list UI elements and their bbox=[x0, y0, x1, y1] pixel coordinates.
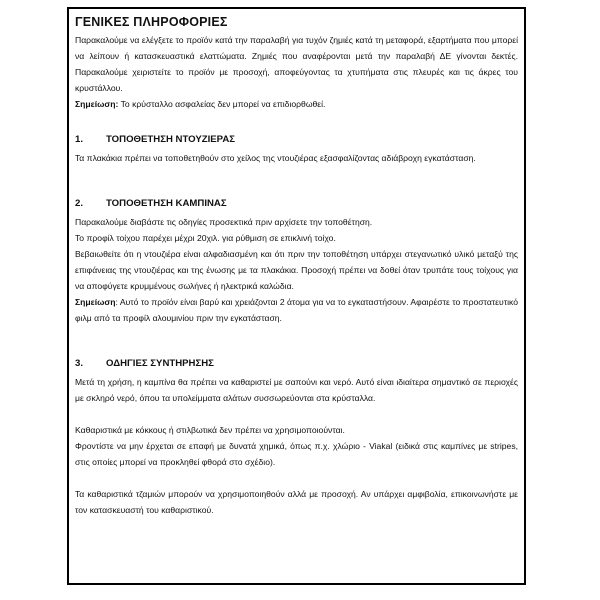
section-1-heading bbox=[75, 132, 518, 148]
section-2-line-1: Παρακαλούμε διαβάστε τις οδηγίες προσεκτικά πριν αρχίσετε την τοποθέτηση. bbox=[75, 217, 373, 227]
section-3-paragraph-3: Φροντίστε να μην έρχεται σε επαφή με δυνατά χημικά, όπως π.χ. χλώριο - Viakal (ειδικά στις καμπίνες με stripes, στις οποίες μπορεί να προκληθεί φθορά στο σχέδιο). bbox=[75, 441, 518, 467]
section-1-paragraph: Τα πλακάκια πρέπει να τοποθετηθούν στο χείλος της ντουζιέρας εξασφαλίζοντας αδιάβροχη εγκατάσταση. bbox=[75, 153, 476, 163]
section-3-heading bbox=[75, 356, 518, 372]
section-1-number: 1. bbox=[75, 134, 84, 145]
note-text: : Αυτό το προϊόν είναι βαρύ και χρειάζονται 2 άτομα για να το εγκαταστήσουν. Αφαιρέστε το προστατευτικό φιλμ από τα προφίλ αλουμινίου πριν την εγκατάσταση. bbox=[75, 297, 518, 323]
section-2-heading bbox=[75, 196, 518, 212]
section-3-line-2: Καθαριστικά με κόκκους ή στιλβωτικά δεν πρέπει να χρησιμοποιούνται. bbox=[75, 425, 345, 435]
section-3-number: 3. bbox=[75, 358, 84, 369]
note-label: Σημείωση: bbox=[75, 99, 119, 109]
note-text: Το κρύσταλλο ασφαλείας δεν μπορεί να επιδιορθωθεί. bbox=[118, 99, 326, 109]
section-2-title: ΤΟΠΟΘΕΤΗΣΗ ΚΑΜΠΙΝΑΣ bbox=[106, 198, 227, 209]
document-page bbox=[67, 7, 526, 585]
note-label: Σημείωση bbox=[75, 297, 116, 307]
section-2-note bbox=[75, 294, 518, 326]
section-1-title: ΤΟΠΟΘΕΤΗΣΗ ΝΤΟΥΖΙΕΡΑΣ bbox=[106, 134, 236, 145]
section-2-number: 2. bbox=[75, 198, 84, 209]
section-3-paragraph-1: Μετά τη χρήση, η καμπίνα θα πρέπει να καθαριστεί με σαπούνι και νερό. Αυτό είναι ιδιαίτερα σημαντικό σε περιοχές με σκληρό νερό, όπου τα υπολείμματα αλάτων συσσωρεύονται στα κρύσταλλα. bbox=[75, 377, 518, 403]
section-3-title: ΟΔΗΓΙΕΣ ΣΥΝΤΗΡΗΣΗΣ bbox=[106, 358, 214, 369]
section-2-paragraph: Βεβαιωθείτε ότι η ντουζιέρα είναι αλφαδιασμένη και ότι πριν την τοποθέτηση υπάρχει στεγανωτικό υλικό μεταξύ της επιφάνειας της ντουζιέρας και της ένωσης με τα πλακάκια. Προσοχή πρέπει να δοθεί όταν τρυπάτε τους τοίχους για να αποφύγετε κρυμμένους σωλήνες ή ηλεκτρικά καλώδια. bbox=[75, 249, 518, 291]
section-3-paragraph-4: Τα καθαριστικά τζαμιών μπορούν να χρησιμοποιηθούν αλλά με προσοχή. Αν υπάρχει αμφιβολία, επικοινωνήστε με τον κατασκευαστή του καθαριστικού. bbox=[75, 489, 518, 515]
general-info-note bbox=[75, 96, 518, 112]
general-info-title: ΓΕΝΙΚΕΣ ΠΛΗΡΟΦΟΡΙΕΣ bbox=[75, 15, 228, 29]
section-2-line-2: Το προφίλ τοίχου παρέχει μέχρι 20χιλ. για ρύθμιση σε επικλινή τοίχο. bbox=[75, 233, 336, 243]
general-info-paragraph: Παρακαλούμε να ελέγξετε το προϊόν κατά την παραλαβή για τυχόν ζημιές κατά τη μεταφορά, εξαρτήματα που μπορεί να λείπουν ή κατασκευαστικά ελαττώματα. Ζημιές που αναφέρονται μετά την παραλαβή ΔΕ γίνονται δεκτές. Παρακαλούμε χειριστείτε το προϊόν με προσοχή, αποφεύγοντας τα χτυπήματα στις πλευρές και τις άκρες του κρυστάλλου. bbox=[75, 35, 518, 93]
